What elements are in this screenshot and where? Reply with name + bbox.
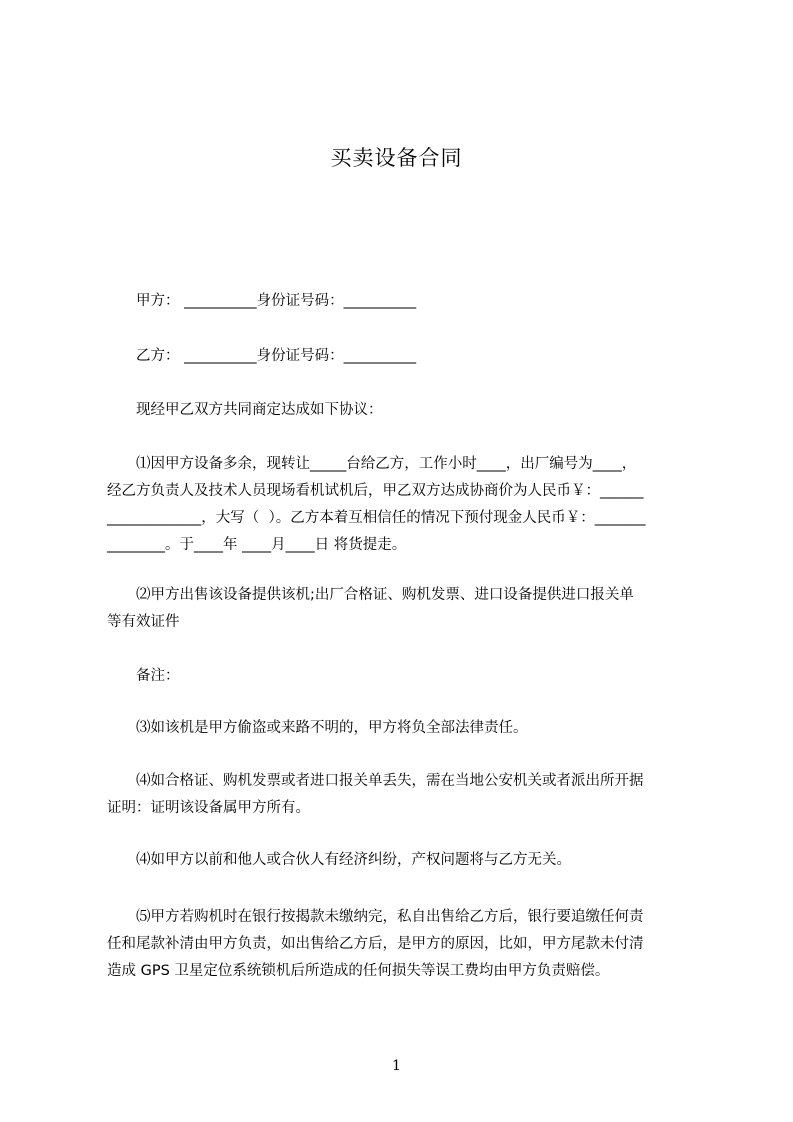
clause-5-line-2: 任和尾款补清由甲方负责，如出售给乙方后，是甲方的原因，比如，甲方尾款未付清 [107, 936, 644, 952]
party-b-line: 乙方： __________身份证号码：__________ [136, 348, 417, 364]
page-number: 1 [392, 1058, 401, 1074]
clause-4b: ⑷如甲方以前和他人或合伙人有经济纠纷，产权问题将与乙方无关。 [136, 852, 571, 868]
clause-1-line-4: ________。于____年 ____月____日 将货提走。 [107, 537, 407, 553]
document-title: 买卖设备合同 [330, 146, 463, 170]
clause-4a-line-1: ⑷如合格证、购机发票或者进口报关单丢失，需在当地公安机关或者派出所开据 [136, 773, 644, 789]
remark-label: 备注： [136, 668, 180, 684]
clause-3: ⑶如该机是甲方偷盗或来路不明的，甲方将负全部法律责任。 [136, 720, 528, 736]
clause-5-line-1: ⑸甲方若购机时在银行按揭款未缴纳完，私自出售给乙方后，银行要追缴任何责 [136, 909, 644, 925]
clause-1-line-3: _____________，大写（ ）。乙方本着互相信任的情况下预付现金人民币￥：_______ [107, 510, 646, 526]
clause-1-line-2: 经乙方负责人及技术人员现场看机试机后，甲乙双方达成协商价为人民币￥：______ [107, 483, 644, 499]
intro-paragraph: 现经甲乙双方共同商定达成如下协议： [136, 402, 383, 418]
clause-5-line-3: 造成 GPS 卫星定位系统锁机后所造成的任何损失等误工费均由甲方负责赔偿。 [107, 963, 610, 979]
clause-2-line-2: 等有效证件 [107, 614, 180, 630]
clause-1-line-1: ⑴因甲方设备多余，现转让_____台给乙方，工作小时____，出厂编号为____， [136, 456, 637, 472]
party-a-line: 甲方： __________身份证号码：__________ [136, 293, 417, 309]
clause-2-line-1: ⑵甲方出售该设备提供该机;出厂合格证、购机发票、进口设备提供进口报关单 [136, 587, 634, 603]
clause-4a-line-2: 证明：证明该设备属甲方所有。 [107, 800, 310, 816]
